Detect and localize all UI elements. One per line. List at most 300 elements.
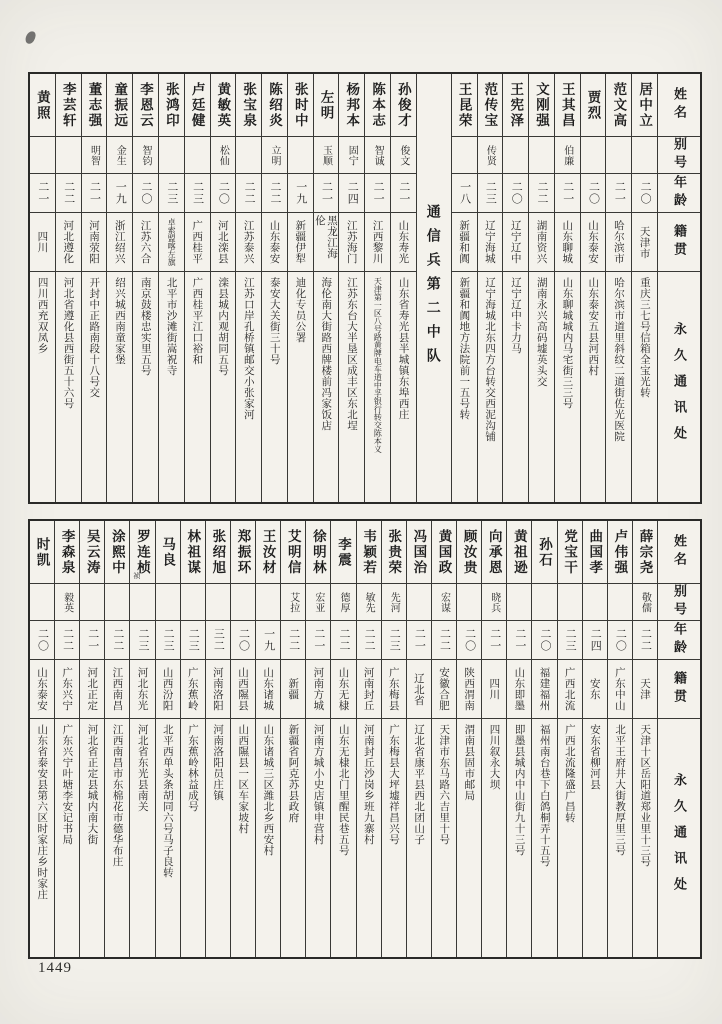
person-address (583, 719, 607, 957)
person-address (30, 272, 55, 502)
person-column (481, 521, 506, 957)
person-native-text: 天津市 (638, 225, 651, 259)
person-native-text: 湖南资兴 (535, 220, 548, 264)
person-address-text: 河北省遵化县西街五十六号 (62, 277, 75, 409)
person-name-text: 郑振环 (235, 528, 251, 576)
person-age-text: 二〇 (510, 181, 523, 205)
person-column (381, 521, 406, 957)
person-native-text: 山东诸城 (262, 667, 275, 711)
person-address-text: 山东省寿光县半城镇东埠西庄 (397, 277, 410, 420)
person-age-text: 二一 (488, 628, 501, 652)
person-name-note: 祯 (133, 573, 141, 580)
person-address-text: 绍兴城西南童家堡 (114, 277, 127, 365)
person-name (231, 521, 255, 584)
header-name-label: 姓名 (672, 534, 687, 570)
person-native-text: 河北东光 (136, 667, 149, 711)
person-name-text: 吴云涛 (84, 528, 100, 576)
person-address-text: 广东蕉岭林益成号 (186, 724, 199, 812)
person-name (606, 74, 631, 137)
person-name (314, 74, 339, 137)
person-column (205, 521, 230, 957)
person-native-text: 江苏海门 (345, 220, 358, 264)
person-address-text: 河北省正定县城内南大街 (86, 724, 99, 845)
person-age (105, 621, 129, 660)
person-address-text: 河北省东光县南关 (136, 724, 149, 812)
person-address (80, 719, 104, 957)
person-native (632, 213, 657, 272)
person-alias-text: 智诚 (372, 144, 384, 166)
person-alias (632, 137, 657, 174)
person-age (608, 621, 632, 660)
person-name-text: 张鸿印 (163, 81, 179, 129)
header-column (657, 74, 700, 502)
person-name (382, 521, 406, 584)
person-column (106, 74, 132, 502)
person-native-text: 河南封丘 (362, 667, 375, 711)
person-name-text: 黄国政 (436, 528, 452, 576)
header-age-label: 年龄 (672, 622, 687, 658)
person-column (528, 74, 554, 502)
person-name (331, 521, 355, 584)
person-native-text: 山东聊城 (561, 220, 574, 264)
person-alias (105, 584, 129, 621)
person-age-text: 二一 (513, 628, 526, 652)
person-alias (581, 137, 606, 174)
person-name (432, 521, 456, 584)
header-age (658, 621, 700, 660)
person-age (507, 621, 531, 660)
person-native-text: 山东无棣 (337, 667, 350, 711)
person-name-text: 林祖谋 (185, 528, 201, 576)
person-address-text: 广西北流隆盛广昌转 (563, 724, 576, 823)
person-name-text: 范传宝 (482, 81, 498, 129)
person-alias-text: 宏亚 (312, 591, 324, 613)
person-age-text: 二二 (287, 628, 300, 652)
person-address-text: 北平王府井大街教厚里三号 (614, 724, 627, 856)
person-age (407, 621, 431, 660)
person-native (391, 213, 416, 272)
person-address-text: 泰安大关街三十号 (268, 277, 281, 365)
person-address-text: 广东梅县大坪墟祥昌兴号 (387, 724, 400, 845)
person-name (130, 521, 154, 584)
person-alias (130, 584, 154, 621)
person-native-text: 山东泰安 (35, 667, 48, 711)
person-name-text: 徐明林 (310, 528, 326, 576)
person-name-text: 张贵荣 (386, 528, 402, 576)
scan-smudge (24, 30, 37, 45)
person-native-text: 江西黎川 (371, 220, 384, 264)
person-name (262, 74, 287, 137)
header-alias-label: 别号 (672, 584, 687, 620)
person-age (314, 174, 339, 213)
person-age-text: 一九 (262, 628, 275, 652)
person-name (105, 521, 129, 584)
person-column (287, 74, 313, 502)
person-address (581, 272, 606, 502)
person-name-text: 薛宗尧 (637, 528, 653, 576)
person-name-text: 黄照 (34, 89, 50, 121)
person-name-text: 涂熙中 (109, 528, 125, 576)
person-age (457, 621, 481, 660)
person-column (531, 521, 556, 957)
person-native-text: 河南荥阳 (87, 220, 100, 264)
person-address (231, 719, 255, 957)
person-native-text: 广东中山 (613, 667, 626, 711)
person-name (185, 74, 210, 137)
person-address (452, 272, 477, 502)
person-age (30, 621, 54, 660)
person-native (532, 660, 556, 719)
person-native (80, 660, 104, 719)
person-name-text: 孙石 (536, 536, 552, 568)
person-age-text: 二二 (639, 628, 652, 652)
person-address (529, 272, 554, 502)
page-number: 1449 (38, 960, 72, 976)
person-native (581, 213, 606, 272)
person-column (280, 521, 305, 957)
person-age-text: 二二 (243, 181, 256, 205)
person-name-text: 王汝材 (260, 528, 276, 576)
person-age (503, 174, 528, 213)
directory-table-top (28, 72, 702, 504)
person-name-text: 陈绍炎 (266, 81, 282, 129)
person-column (54, 521, 79, 957)
person-alias (80, 584, 104, 621)
person-age (288, 174, 313, 213)
person-address (256, 719, 280, 957)
person-address (288, 272, 313, 502)
person-column (554, 74, 580, 502)
person-age-text: 二一 (320, 181, 333, 205)
person-column (338, 74, 364, 502)
person-address-text: 天津第一区八号路黄牌电车道中孚银行转交陈本义 (373, 277, 383, 453)
person-age-text: 二〇 (587, 181, 600, 205)
person-age (339, 174, 364, 213)
person-alias (236, 137, 261, 174)
person-native (608, 660, 632, 719)
person-native-text: 江苏泰兴 (242, 220, 255, 264)
person-address-text: 江西南昌市东棉花市德华布庄 (111, 724, 124, 867)
person-address-text: 广西桂平江口裕和 (191, 277, 204, 365)
person-address-text: 江苏口岸孔桥镇邮交小张家河 (242, 277, 255, 420)
person-address-text: 北平西单头条胡同六号马子良转 (161, 724, 174, 878)
person-alias-text: 宏谋 (438, 591, 450, 613)
person-alias (529, 137, 554, 174)
person-native (478, 213, 503, 272)
person-age-text: 二四 (589, 628, 602, 652)
person-address-text: 即墨县城内中山街九十三号 (513, 724, 526, 856)
person-alias-text: 智钧 (140, 144, 152, 166)
person-name-text: 李芸轩 (60, 81, 76, 129)
person-age-text: 二二 (438, 628, 451, 652)
person-name (632, 74, 657, 137)
header-address-label: 永久通讯处 (672, 773, 687, 903)
person-address (262, 272, 287, 502)
person-age (55, 621, 79, 660)
person-native-text: 江西南昌 (111, 667, 124, 711)
person-age (159, 174, 184, 213)
person-name (181, 521, 205, 584)
person-address-text: 河南方城小史店镇申营村 (312, 724, 325, 845)
person-address (281, 719, 305, 957)
person-native-text: 山东泰安 (587, 220, 600, 264)
person-address-text: 山东无棣北门里醒民巷五号 (337, 724, 350, 856)
person-alias (206, 584, 230, 621)
person-native (130, 660, 154, 719)
person-address-text: 辽北省康平县西北团山子 (413, 724, 426, 845)
person-name-text: 张绍旭 (210, 528, 226, 576)
person-age (156, 621, 180, 660)
person-age-text: 二〇 (36, 628, 49, 652)
person-native (262, 213, 287, 272)
person-native (288, 213, 313, 272)
person-name (555, 74, 580, 137)
person-address (55, 719, 79, 957)
person-age-text: 一九 (294, 181, 307, 205)
person-column (506, 521, 531, 957)
person-age-text: 一九 (114, 181, 127, 205)
person-column (431, 521, 456, 957)
person-address (382, 719, 406, 957)
person-column (230, 521, 255, 957)
person-native-text: 四川 (488, 678, 501, 700)
person-address (478, 272, 503, 502)
person-name (206, 521, 230, 584)
person-native-text: 河南洛阳 (211, 667, 224, 711)
person-age-text: 二一 (312, 628, 325, 652)
person-native-text: 河北滦县 (216, 220, 229, 264)
unit-divider-column (416, 74, 451, 502)
person-age (365, 174, 390, 213)
person-name (457, 521, 481, 584)
person-name-text: 罗连桢 (134, 528, 150, 576)
person-native-text: 黑龙江海伦 (314, 215, 339, 259)
person-name-text: 艾明信 (285, 528, 301, 576)
person-alias (432, 584, 456, 621)
person-native-text: 辽宁海城 (483, 220, 496, 264)
person-column (81, 74, 107, 502)
person-name (608, 521, 632, 584)
person-column (313, 74, 339, 502)
person-age (558, 621, 582, 660)
person-age-text: 二一 (88, 181, 101, 205)
person-alias-text: 德厚 (337, 591, 349, 613)
person-address-text: 天津市东马路六吉里十号 (438, 724, 451, 845)
person-age (56, 174, 81, 213)
person-age (231, 621, 255, 660)
person-alias-text: 固宁 (346, 144, 358, 166)
header-name (658, 521, 700, 584)
person-name-text: 向承恩 (486, 528, 502, 576)
person-age-text: 二一 (413, 628, 426, 652)
person-alias-text: 先河 (388, 591, 400, 613)
person-name-text: 黄敏英 (215, 81, 231, 129)
person-age-text: 二一 (86, 628, 99, 652)
person-alias-text: 传贤 (484, 144, 496, 166)
person-native-text: 江苏六合 (139, 220, 152, 264)
person-age-text: 二三 (165, 181, 178, 205)
person-alias (107, 137, 132, 174)
person-alias-text: 金生 (114, 144, 126, 166)
person-column (477, 74, 503, 502)
person-name-text: 孙俊才 (395, 81, 411, 129)
person-address (133, 272, 158, 502)
person-alias (478, 137, 503, 174)
person-address (30, 719, 54, 957)
person-name-text: 李恩云 (138, 81, 154, 129)
person-name (256, 521, 280, 584)
person-alias (256, 584, 280, 621)
person-address-text: 广东兴宁叶塘李安记书局 (61, 724, 74, 845)
person-age (281, 621, 305, 660)
person-address-text: 四川叙永大坝 (488, 724, 501, 790)
person-age (133, 174, 158, 213)
person-native (555, 213, 580, 272)
unit-name-label: 通信兵第二中队 (425, 204, 442, 372)
person-native (482, 660, 506, 719)
person-alias (262, 137, 287, 174)
person-name (159, 74, 184, 137)
person-address (159, 272, 184, 502)
person-age (206, 621, 230, 660)
person-column (210, 74, 236, 502)
person-address (206, 719, 230, 957)
person-address (482, 719, 506, 957)
person-age-text: 二二 (268, 181, 281, 205)
person-alias (306, 584, 330, 621)
person-address (503, 272, 528, 502)
person-age-text: 二〇 (217, 181, 230, 205)
person-address-text: 辽宁辽中卡力马 (509, 277, 522, 354)
person-alias-text: 艾拉 (287, 591, 299, 613)
person-native-text: 浙江绍兴 (113, 220, 126, 264)
person-native-text: 哈尔滨市 (612, 220, 625, 264)
person-name-text: 马良 (160, 536, 176, 568)
person-alias (281, 584, 305, 621)
person-column (129, 521, 154, 957)
person-name (107, 74, 132, 137)
person-name (56, 74, 81, 137)
header-alias (658, 584, 700, 621)
person-column (406, 521, 431, 957)
person-native (507, 660, 531, 719)
person-name-text: 曲国孝 (587, 528, 603, 576)
person-address (532, 719, 556, 957)
person-name (30, 521, 54, 584)
person-age (482, 621, 506, 660)
person-age (130, 621, 154, 660)
person-alias-text: 敏先 (363, 591, 375, 613)
person-column (557, 521, 582, 957)
person-age-text: 二一 (397, 181, 410, 205)
person-native (256, 660, 280, 719)
person-name-text: 杨邦本 (344, 81, 360, 129)
person-native-text: 新疆和阗 (458, 220, 471, 264)
person-address-text: 山东聊城城内马宅街三三号 (561, 277, 574, 409)
person-age (382, 621, 406, 660)
person-native (503, 213, 528, 272)
person-column (104, 521, 129, 957)
person-column (261, 74, 287, 502)
header-alias (658, 137, 700, 174)
person-name-text: 黄祖逊 (511, 528, 527, 576)
person-native (382, 660, 406, 719)
person-name (339, 74, 364, 137)
person-age (391, 174, 416, 213)
person-name (558, 521, 582, 584)
directory-table-bottom (28, 519, 702, 959)
person-alias (482, 584, 506, 621)
person-address (391, 272, 416, 502)
person-column (631, 74, 657, 502)
header-address (658, 719, 700, 957)
person-alias (558, 584, 582, 621)
person-alias (159, 137, 184, 174)
person-age-text: 二三 (564, 628, 577, 652)
person-address-text: 四川西充双凤乡 (36, 277, 49, 354)
header-column (657, 521, 700, 957)
header-address (658, 272, 700, 502)
person-name (503, 74, 528, 137)
person-native (236, 213, 261, 272)
person-native (365, 213, 390, 272)
person-age-text: 二〇 (237, 628, 250, 652)
person-name (529, 74, 554, 137)
person-column (180, 521, 205, 957)
person-alias (231, 584, 255, 621)
person-address (633, 719, 657, 957)
person-native (133, 213, 158, 272)
person-column (356, 521, 381, 957)
person-age-text: 一八 (458, 181, 471, 205)
person-name (532, 521, 556, 584)
person-name (55, 521, 79, 584)
person-age (581, 174, 606, 213)
person-name (82, 74, 107, 137)
person-alias-text: 毅英 (61, 591, 73, 613)
person-age (432, 621, 456, 660)
person-alias (185, 137, 210, 174)
person-age-text: 二二 (62, 181, 75, 205)
person-age-text: 二〇 (140, 181, 153, 205)
person-column (132, 74, 158, 502)
person-native-text: 陕西渭南 (463, 667, 476, 711)
person-native (452, 213, 477, 272)
person-name-text: 李震 (335, 536, 351, 568)
person-column (582, 521, 607, 957)
header-native (658, 660, 700, 719)
person-age (211, 174, 236, 213)
person-native (457, 660, 481, 719)
person-column (305, 521, 330, 957)
person-address (82, 272, 107, 502)
person-alias (365, 137, 390, 174)
header-native-label: 籍贯 (672, 671, 687, 707)
person-alias (391, 137, 416, 174)
person-age-text: 二一 (561, 181, 574, 205)
person-name-text: 韦颖若 (361, 528, 377, 576)
person-age-text: 二三 (388, 628, 401, 652)
person-native-text: 福建福州 (538, 667, 551, 711)
person-native-text: 新疆 (287, 678, 300, 700)
person-age-text: 二〇 (639, 181, 652, 205)
person-native (529, 213, 554, 272)
person-name (281, 521, 305, 584)
person-age-text: 二三 (191, 181, 204, 205)
person-native-text: 广东蕉岭 (186, 667, 199, 711)
person-age (331, 621, 355, 660)
person-address-text: 天津十区岳阳道郑业里十三号 (639, 724, 652, 867)
